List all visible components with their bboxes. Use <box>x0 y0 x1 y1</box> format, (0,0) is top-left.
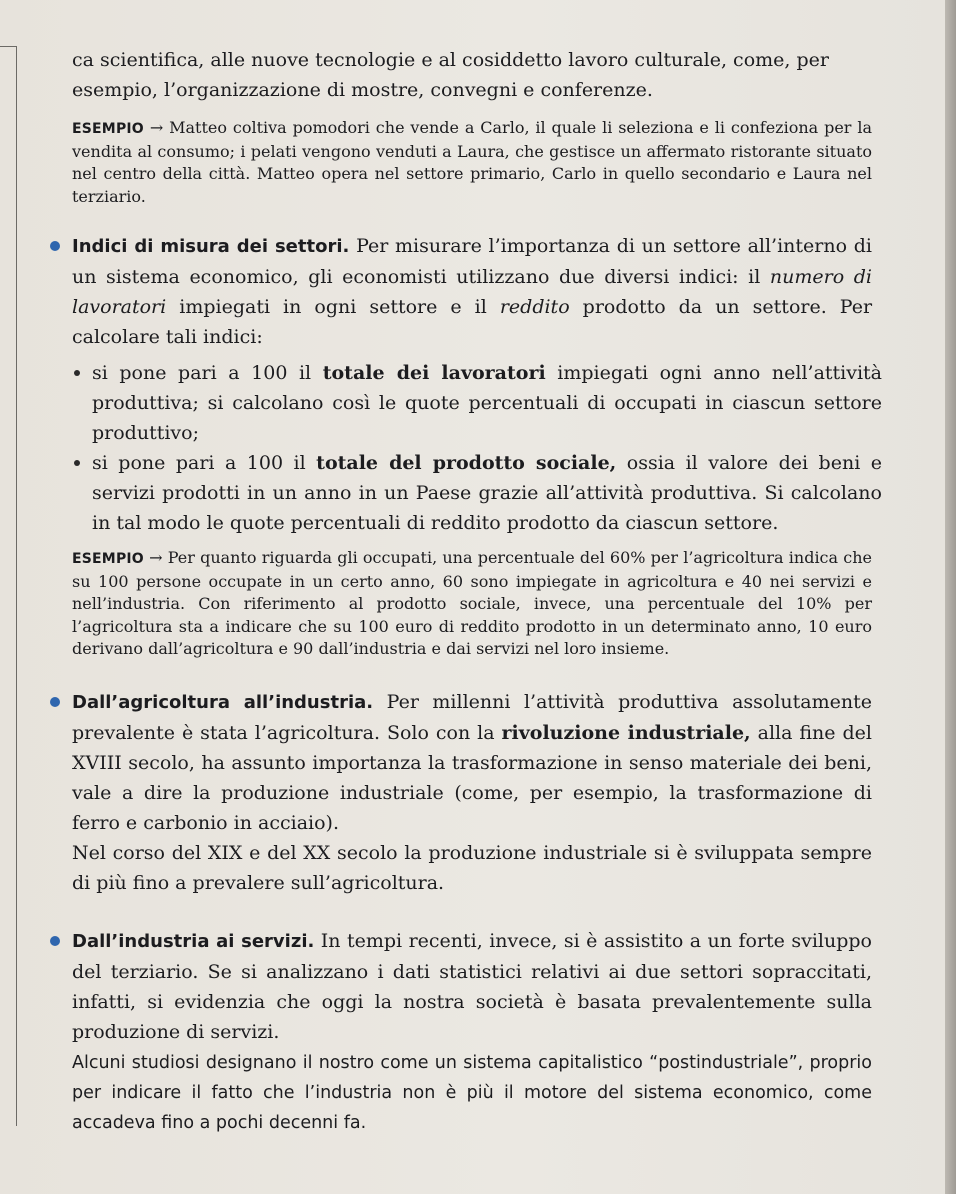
example-2-text: Per quanto riguarda gli occupati, una percentuale del 60% per l’agricoltura indica che su 100 persone occupate in un certo anno, 60 sono impiegate in agricoltura e 40 nei servizi e nell’industria. Con riferimento al prodotto sociale, invece, una percentuale del 10% per l’agricoltura sta a indicare che su 100 euro di reddito prodotto in un determinato anno, 10 euro derivano dall’agricoltura e 90 dall’industria e dai servizi nel loro insieme. <box>72 548 872 658</box>
example-1-text: Matteo coltiva pomodori che vende a Carlo, il quale li seleziona e li confeziona per la vendita al consumo; i pelati vengono venduti a Laura, che gestisce un affermato ristorante situato nel centro della città. Matteo opera nel settore primario, Carlo in quello secondario e Laura nel terziario. <box>72 118 872 206</box>
intro-line-1: ca scientifica, alle nuove tecnologie e al cosiddetto lavoro culturale, come, per <box>72 49 829 71</box>
list-item-text: ossia il valore dei beni e servizi prodotti in un anno in un Paese grazie all’attività produttiva. Si calcolano in tal modo le quote percentuali di reddito prodotto da ciascun settore. <box>92 452 883 534</box>
intro-paragraph <box>72 45 872 105</box>
example-label: ESEMPIO <box>72 551 144 567</box>
intro-line-2: esempio, l’organizzazione di mostre, convegni e conferenze. <box>72 79 653 101</box>
example-2 <box>72 547 872 661</box>
section-indices-paragraph <box>72 231 872 352</box>
closing-paragraph: Alcuni studiosi designano il nostro come un sistema capitalistico “postindustriale”, proprio per indicare il fatto che l’industria non è più il motore del sistema economico, come accadeva fino a pochi decenni fa. <box>72 1053 872 1133</box>
section-title: Dall’industria ai servizi. <box>72 931 315 952</box>
italic-term: numero di lavoratori <box>72 266 872 318</box>
section-bullet-icon <box>50 936 60 946</box>
section-indices <box>72 231 872 352</box>
section-text: impiegati in ogni settore e il <box>179 296 487 318</box>
section-services-paragraph <box>72 926 872 1047</box>
example-1 <box>72 117 872 208</box>
margin-rule-top <box>0 46 16 47</box>
section-text: Per misurare l’importanza di un settore all’interno di un sistema economico, gli economisti utilizzano due diversi indici: il <box>72 235 872 288</box>
section-services <box>72 926 872 1047</box>
section-industry-paragraph <box>72 687 872 838</box>
section-bullet-icon <box>50 241 60 251</box>
list-item <box>92 448 882 538</box>
list-item <box>92 358 882 448</box>
section-text: Per millenni l’attività produttiva assolutamente prevalente è stata l’agricoltura. Solo con la <box>72 691 873 744</box>
list-item-text: si pone pari a 100 il <box>92 362 312 384</box>
section-text: prodotto da un settore. Per calcolare tali indici: <box>72 296 873 348</box>
section-bullet-icon <box>50 697 60 707</box>
bold-term: totale del prodotto sociale, <box>316 452 617 474</box>
list-item-text: impiegati ogni anno nell’attività produttiva; si calcolano così le quote percentuali di occupati in ciascun settore produttivo; <box>92 362 883 444</box>
bullet-icon <box>74 460 80 466</box>
list-item-text: si pone pari a 100 il <box>92 452 306 474</box>
bold-term: totale dei lavoratori <box>322 362 546 384</box>
bullet-list <box>92 358 882 538</box>
section-industry-paragraph-2: Nel corso del XIX e del XX secolo la produzione industriale si è sviluppata sempre di più fino a prevalere sull’agricoltura. <box>72 842 872 894</box>
section-title: Dall’agricoltura all’industria. <box>72 692 374 713</box>
section-text: In tempi recenti, invece, si è assistito a un forte sviluppo del terziario. Se si analizzano i dati statistici relativi ai due settori sopraccitati, infatti, si evidenzia che oggi la nostra società è basata prevalentemente sulla produzione di servizi. <box>72 930 872 1043</box>
italic-term: reddito <box>499 296 570 318</box>
arrow-icon: → <box>149 548 163 567</box>
bullet-icon <box>74 370 80 376</box>
page-edge-shadow <box>945 0 956 1194</box>
section-industry <box>72 687 872 898</box>
margin-rule <box>16 46 17 1126</box>
bold-term: rivoluzione industriale, <box>501 722 751 744</box>
arrow-icon: → <box>149 118 164 137</box>
section-text: alla fine del XVIII secolo, ha assunto importanza la trasformazione in senso materiale dei beni, vale a dire la produzione industriale (come, per esempio, la trasformazione di ferro e carbonio in acciaio). <box>72 722 872 834</box>
example-label: ESEMPIO <box>72 121 144 137</box>
section-title: Indici di misura dei settori. <box>72 236 350 257</box>
